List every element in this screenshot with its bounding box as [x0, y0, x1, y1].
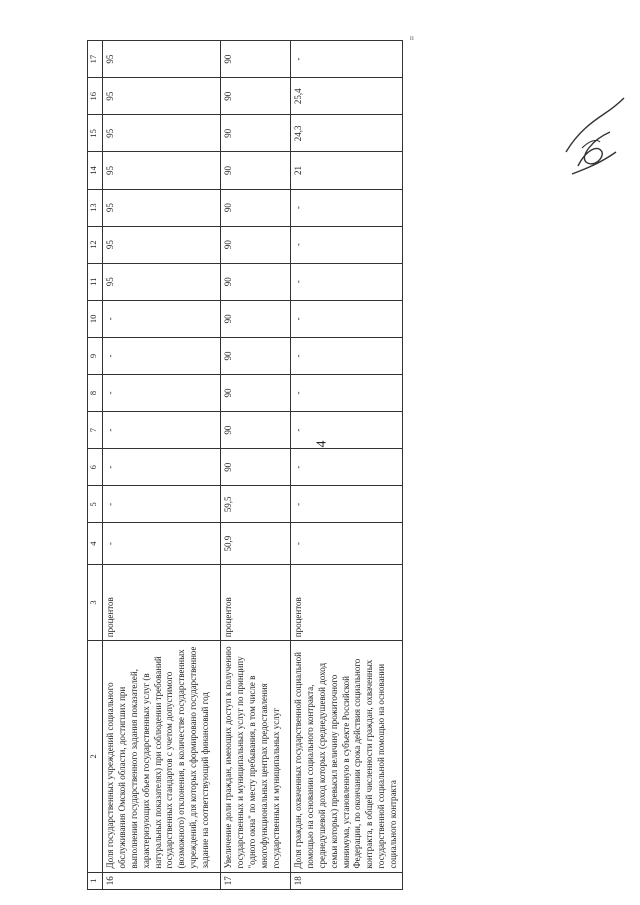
col-header: 13: [88, 189, 103, 226]
value-cell: 90: [221, 375, 291, 412]
value-cell: 90: [221, 412, 291, 449]
value-cell: -: [103, 337, 221, 374]
col-header: 8: [88, 375, 103, 412]
value-cell: 95: [103, 78, 221, 115]
page-number: 4: [314, 440, 330, 448]
indicator-text: Доля государственных учреждений социального обслуживания Омской области, достигших при выполнении государственного задания показателей, характеризующих объем государственных услуг (в натуральных показателях) при соблюдении требований государственных стандартов с учетом допустимого (возможного) отклонения, в количестве государственных учреждений, для которых сформировано государственное задание на соответствующий финансовый год: [103, 641, 221, 872]
corner-mark: п: [410, 34, 414, 42]
value-cell: -: [103, 523, 221, 564]
col-header: 7: [88, 412, 103, 449]
rotated-page: [87, 40, 400, 890]
value-cell: 95: [103, 41, 221, 78]
col-header: 12: [88, 226, 103, 263]
value-cell: 59,5: [221, 486, 291, 523]
value-cell: -: [103, 449, 221, 486]
value-cell: 90: [221, 263, 291, 300]
indicators-table: [87, 40, 403, 890]
header-row: [88, 41, 103, 890]
row-number: 16: [103, 872, 221, 889]
table-row: [291, 41, 403, 890]
value-cell: -: [291, 41, 403, 78]
value-cell: -: [291, 523, 403, 564]
unit-cell: процентов: [103, 564, 221, 640]
value-cell: 90: [221, 300, 291, 337]
value-cell: 24,3: [291, 115, 403, 152]
unit-cell: процентов: [221, 564, 291, 640]
value-cell: 90: [221, 337, 291, 374]
value-cell: 95: [103, 115, 221, 152]
value-cell: -: [291, 486, 403, 523]
col-header: 5: [88, 486, 103, 523]
col-header: 17: [88, 41, 103, 78]
col-header: 1: [88, 872, 103, 889]
row-number: 18: [291, 872, 403, 889]
col-header: 16: [88, 78, 103, 115]
col-header: 10: [88, 300, 103, 337]
table-row: [103, 41, 221, 890]
value-cell: 90: [221, 41, 291, 78]
col-header: 6: [88, 449, 103, 486]
value-cell: -: [291, 189, 403, 226]
value-cell: -: [103, 300, 221, 337]
col-header: 11: [88, 263, 103, 300]
row-number: 17: [221, 872, 291, 889]
indicator-text: Доля граждан, охваченных государственной социальной помощью на основании социального контракта, среднедушевой доход которых (среднедушевой доход семьи которых) превысил величину прожиточного минимума, установленную в субъекте Российской Федерации, по окончании срока действия социального контракта, в общей численности граждан, охваченных государственной социальной помощью на основании социального контракта: [291, 641, 403, 872]
signature-icon: [558, 92, 628, 182]
value-cell: -: [103, 412, 221, 449]
value-cell: -: [291, 375, 403, 412]
value-cell: 50,9: [221, 523, 291, 564]
col-header: 9: [88, 337, 103, 374]
value-cell: -: [103, 375, 221, 412]
value-cell: 90: [221, 189, 291, 226]
value-cell: 95: [103, 189, 221, 226]
value-cell: -: [291, 412, 403, 449]
value-cell: 95: [103, 263, 221, 300]
value-cell: 90: [221, 78, 291, 115]
unit-cell: процентов: [291, 564, 403, 640]
indicator-text: Увеличение доли граждан, имеющих доступ к получению государственных и муниципальных услуг по принципу "одного окна" по месту пребывания, в том числе в многофункциональных центрах предоставления государственных и муниципальных услуг: [221, 641, 291, 872]
value-cell: 95: [103, 226, 221, 263]
value-cell: 95: [103, 152, 221, 189]
value-cell: -: [291, 337, 403, 374]
value-cell: 21: [291, 152, 403, 189]
value-cell: 25,4: [291, 78, 403, 115]
col-header: 14: [88, 152, 103, 189]
col-header: 15: [88, 115, 103, 152]
value-cell: -: [291, 226, 403, 263]
value-cell: 90: [221, 115, 291, 152]
value-cell: -: [291, 300, 403, 337]
value-cell: 90: [221, 152, 291, 189]
value-cell: -: [103, 486, 221, 523]
value-cell: -: [291, 263, 403, 300]
col-header: 3: [88, 564, 103, 640]
col-header: 2: [88, 641, 103, 872]
value-cell: -: [291, 449, 403, 486]
value-cell: 90: [221, 226, 291, 263]
table-row: [221, 41, 291, 890]
col-header: 4: [88, 523, 103, 564]
value-cell: 90: [221, 449, 291, 486]
